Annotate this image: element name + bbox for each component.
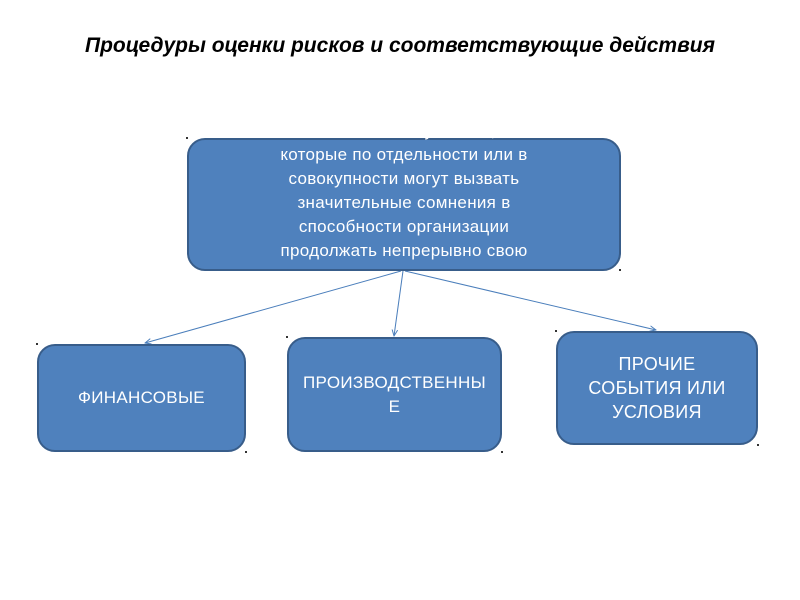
box-text-line: продолжать непрерывно свою bbox=[280, 241, 528, 260]
connector-production bbox=[394, 271, 403, 336]
box-text-line: которые по отдельности или в bbox=[280, 145, 528, 164]
production-box[interactable] bbox=[287, 337, 502, 452]
box-text-line: способности организации bbox=[298, 217, 510, 236]
other-label-line: УСЛОВИЯ bbox=[612, 402, 702, 422]
box-text-line: События или условия, bbox=[312, 121, 496, 140]
connector-other bbox=[405, 271, 656, 330]
handle-dot bbox=[286, 336, 288, 338]
production-label: ПРОИЗВОДСТВЕННЫЕ bbox=[303, 372, 486, 416]
connector-financial bbox=[145, 271, 401, 343]
handle-dot bbox=[757, 444, 759, 446]
financial-box[interactable] bbox=[37, 344, 246, 452]
handle-dot bbox=[186, 137, 188, 139]
handle-dot bbox=[36, 343, 38, 345]
other-events-box[interactable] bbox=[556, 331, 758, 445]
handle-dot bbox=[245, 451, 247, 453]
slide-title: Процедуры оценки рисков и соответствующие действия bbox=[85, 34, 715, 57]
box-text-line: совокупности могут вызвать bbox=[288, 169, 520, 188]
handle-dot bbox=[501, 451, 503, 453]
other-label-line: СОБЫТИЯ ИЛИ bbox=[588, 378, 726, 398]
box-text-line: значительные сомнения в bbox=[297, 193, 511, 212]
events-conditions-box[interactable] bbox=[187, 121, 621, 271]
other-label-line: ПРОЧИЕ bbox=[618, 354, 696, 374]
financial-label: ФИНАНСОВЫЕ bbox=[78, 388, 205, 407]
handle-dot bbox=[555, 330, 557, 332]
handle-dot bbox=[619, 269, 621, 271]
